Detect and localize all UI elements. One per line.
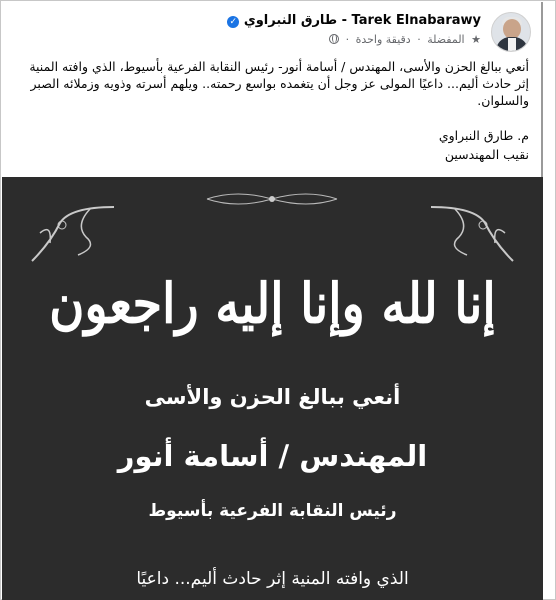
post-body: أنعي ببالغ الحزن والأسى، المهندس / أسامة أنور- رئيس النقابة الفرعية بأسيوط، الذي وافته المنية إثر حادث أليم... داعيًا المولى عز وجل أن يتغمده بواسع رحمته.. ويلهم أسرته وذويه وزملائه الصبر والسلوان.: [29, 59, 529, 108]
author-name[interactable]: Tarek Elnabarawy - طارق النبراوي: [243, 13, 481, 28]
signature-title: نقيب المهندسين: [444, 147, 529, 162]
post-time[interactable]: دقيقة واحدة: [355, 33, 411, 46]
verified-badge-icon: ✓: [227, 16, 239, 28]
globe-icon[interactable]: [329, 34, 339, 44]
condolence-image[interactable]: [2, 177, 543, 600]
calligraphy-text: إنا لله وإنا إليه راجعون: [49, 271, 496, 337]
deceased-name: المهندس / أسامة أنور: [117, 439, 428, 473]
star-icon: ★: [471, 33, 481, 46]
deceased-title: رئيس النقابة الفرعية بأسيوط: [148, 501, 397, 521]
post-meta: ★ المفضلة · دقيقة واحدة ·: [326, 33, 481, 46]
condolence-line-4: الذي وافته المنية إثر حادث أليم... داعيًا: [136, 569, 409, 589]
audience-label[interactable]: المفضلة: [427, 33, 465, 46]
signature-name: م. طارق النبراوي: [438, 128, 529, 143]
author-name-line: [223, 13, 481, 28]
avatar[interactable]: [491, 12, 531, 52]
post-signature: [439, 126, 529, 164]
post-header: [10, 10, 533, 54]
condolence-line-1: أنعي ببالغ الحزن والأسى: [144, 385, 401, 409]
ornament-divider-icon: [202, 189, 342, 209]
